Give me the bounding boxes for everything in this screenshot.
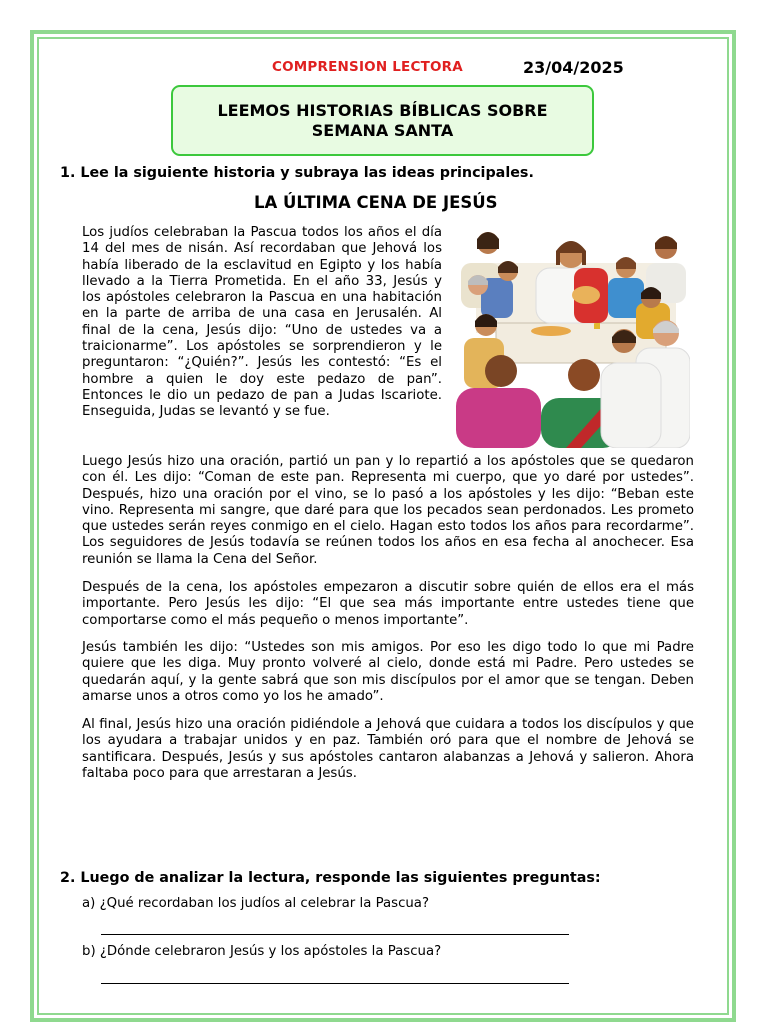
story-paragraph-4: Jesús también les dijo: “Ustedes son mis amigos. Por eso les digo todo lo que mi Padre quiere que les diga. Muy pronto volveré al cielo, donde está mi Padre. Pero ustedes se quedarán aquí, y la gente sabrá que son mis discípulos por el amor que se tengan. Deben amarse unos a otros como yo los he amado”. (82, 640, 694, 704)
last-supper-illustration (456, 223, 690, 448)
answer-line-b[interactable] (101, 983, 569, 984)
question-1-heading: 1. Lee la siguiente historia y subraya las ideas principales. (60, 165, 534, 181)
story-paragraph-5: Al final, Jesús hizo una oración pidiéndole a Jehová que cuidara a todos los discípulos y que los ayudara a trabajar unidos y en paz. También oró para que el nombre de Jehová se santificara. Después, Jesús y sus apóstoles cantaron alabanzas a Jehová y salieron. Ahora faltaba poco para que arrestaran a Jesús. (82, 717, 694, 781)
worksheet-type-label: COMPRENSION LECTORA (272, 59, 463, 75)
question-2-heading: 2. Luego de analizar la lectura, responde las siguientes preguntas: (60, 870, 601, 886)
answer-line-a[interactable] (101, 934, 569, 935)
story-title: LA ÚLTIMA CENA DE JESÚS (254, 193, 498, 212)
worksheet-date: 23/04/2025 (523, 58, 624, 77)
worksheet-title-box (171, 85, 594, 156)
question-b: b) ¿Dónde celebraron Jesús y los apóstoles la Pascua? (82, 944, 442, 959)
story-paragraph-1: Los judíos celebraban la Pascua todos los años el día 14 del mes de nisán. Así recordaban que Jehová los había liberado de la esclavitud en Egipto y los había llevado a la Tierra Prometida. En el año 33, Jesús y los apóstoles celebraron la Pascua en una habitación en la parte de arriba de una casa en Jerusalén. Al final de la cena, Jesús dijo: “Uno de ustedes va a traicionarme”. Los apóstoles se sorprendieron y le preguntaron: “¿Quién?”. Jesús les contestó: “Es el hombre a quien le doy este pedazo de pan”. Entonces le dio un pedazo de pan a Judas Iscariote. Enseguida, Judas se levantó y se fue. (82, 225, 442, 420)
story-paragraph-3: Después de la cena, los apóstoles empezaron a discutir sobre quién de ellos era el más importante. Pero Jesús les dijo: “El que sea más importante entre ustedes tiene que comportarse como el más pequeño o menos importante”. (82, 580, 694, 628)
worksheet-title: LEEMOS HISTORIAS BÍBLICAS SOBRE SEMANA SANTA (217, 100, 548, 140)
question-a: a) ¿Qué recordaban los judíos al celebrar la Pascua? (82, 896, 430, 911)
story-paragraph-2: Luego Jesús hizo una oración, partió un pan y lo repartió a los apóstoles que se quedaron con él. Les dijo: “Coman de este pan. Representa mi cuerpo, que yo daré por ustedes”. Después, hizo una oración por el vino, se lo pasó a los apóstoles y les dijo: “Beban este vino. Representa mi sangre, que daré para que los pecados sean perdonados. Les prometo que ustedes serán reyes conmigo en el cielo. Hagan esto todos los años para recordarme”. Los seguidores de Jesús todavía se reúnen todos los años en esa fecha al anochecer. Esa reunión se llama la Cena del Señor. (82, 454, 694, 567)
